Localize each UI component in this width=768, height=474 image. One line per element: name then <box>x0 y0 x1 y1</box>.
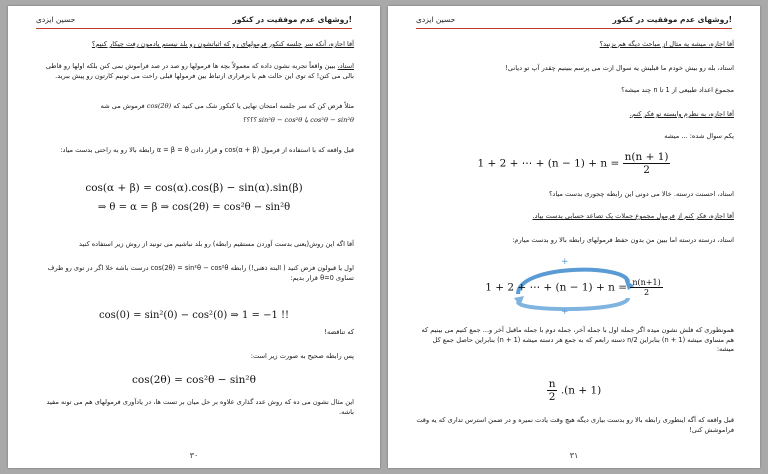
equation-2: 1 + 2 + ⋯ + (n − 1) + n = $\frac{n(n+1)}{2}$ <box>485 278 661 297</box>
header-author: حسین ایزدی <box>416 15 456 24</box>
header-title: روشهای عدم موفقیت در کنکور! <box>612 15 732 24</box>
equation-3: $\frac{n}{2}$ .(n + 1) <box>548 378 602 403</box>
answer-4: استاد، درسته درسته اما ببین من بدون حفظ فرمولهای رابطه بالا رو بدست میارم: <box>512 236 734 244</box>
equation-1: 1 + 2 + ⋯ + (n − 1) + n = $\frac{n(n + 1)}{2}$ <box>477 151 669 176</box>
page-number: ۳۰ <box>189 451 199 460</box>
page-header <box>416 14 732 29</box>
question-2: آقا اگه این روش(یعنی بدست آوردن مستقیم رابطه) رو بلد نباشیم می تونید از روش زیر استفاده کنید <box>79 240 354 248</box>
fraction: $\frac{n(n + 1)}{2}$ <box>624 151 669 176</box>
fraction: $\frac{n}{2}$ <box>548 378 556 403</box>
page-number: ۳۱ <box>569 451 579 460</box>
paragraph-5: همونطوری که فلش نشون میده اگر جمله اول با جمله آخر، جمله دوم با جمله ماقبل آخر و... جمع کنیم می بینیم که هم مساوی میشه (n + 1) بنابراین n/2 دسته رابعم که به جمع هر دسته میشه (n + 1) بنابراین حاصل جمع کل میشه: <box>421 326 734 353</box>
plus-icon: + <box>561 257 569 267</box>
paragraph-6: قبل واقعه که آگه اینطوری رابطه بالا رو بدست بیاری دیگه هیچ وقت یادت نمیره و در ضمن استرس تداری که یه وقت فراموشش کنی! <box>416 416 734 434</box>
page-header <box>36 14 352 29</box>
answer-1-options: cos²θ − sin²θ یا sin²θ − cos²θ ؟؟؟؟ <box>242 116 354 124</box>
question-2: آقا اجازه، به نظرم وابسته تو فکر کنم. <box>629 110 734 118</box>
question-3: آقا اجازه، فکر کنم از فرمول مجموع جملات یک تصاعد حسابی بدست بیاد. <box>532 212 734 220</box>
paragraph-6: این مثال نشون می ده که روش عدد گذاری علاوه بر حل میان بر تست ها، در یادآوری فرمولهای هم می تونه مفید باشه. <box>46 398 354 416</box>
paragraph-4: که تناقضه! <box>324 328 354 336</box>
plus-icon: + <box>561 307 569 314</box>
fraction: $\frac{n(n+1)}{2}$ <box>632 278 661 297</box>
question-1: آقا اجازه، آنکه سر جلسه کنکور فرمولهای رو که اثباتشون رو بلد نیستم یادمون رفت چیکار کنیم؟ <box>91 40 354 48</box>
answer-2: یکم سوال شده: ... میشه <box>664 132 734 140</box>
question-1: آقا اجازه، میشه یه مثال از مباحث دیگه هم بزنید؟ <box>599 40 734 48</box>
header-author: حسین ایزدی <box>36 15 76 24</box>
left-page <box>8 6 380 468</box>
answer-1: استاد، ببین واقعاً تجربه نشون داده که معمولاً بچه ها فرمولها رو صد در صد فراموش نمی کنن بلکه اولها رو قاطی بالی می کنن! که توی این حالت هم با برقراری ارتباط بین فرمولها قبلی راحت می تونیم کارتون رو پیش ببرید. <box>45 62 354 80</box>
equation-3: cos(0) = sin²(0) − cos²(0) ⇒ 1 = −1 !! <box>98 310 290 321</box>
equation-2: ⇒ θ = α = β ⇒ cos(2θ) = cos²θ − sin²θ <box>97 202 291 213</box>
right-page <box>388 6 760 468</box>
answer-3: استاد، احسنت درسته. خالا می دونی این رابطه چجوری بدست میاد؟ <box>548 190 734 198</box>
header-title: روشهای عدم موفقیت در کنکور! <box>232 15 352 24</box>
answer-1: استاد، بله رو بیش خودم ما قبلیش یه سوال ازت می پرسم ببینیم چقدر آپ تو دیانی! <box>505 64 734 72</box>
bottom-arrow <box>518 298 628 309</box>
paragraph-2: قبل واقعه که با استفاده از فرمول cos(α + β) و قرار دادن α = β = θ رابطه بالا رو به راحتی بدست میاد: <box>60 146 354 154</box>
paragraph-5: پس رابطه صحیح به صورت زیر است: <box>250 352 354 360</box>
answer-1b: مجموع اعداد طبیعی از 1 تا n چند میشه؟ <box>621 86 734 94</box>
equation-1: cos(α + β) = cos(α).cos(β) − sin(α).sin(β) <box>85 182 303 194</box>
equation-4: cos(2θ) = cos²θ − sin²θ <box>132 374 256 386</box>
paragraph-3: اول یا قبولون فرض کنید ( البته ذهنی!) رابطه cos(2θ) = sin²θ − cos²θ درست باشه خلا اگر در توی رو طرف تساوی θ=0 قرار بدیم: <box>47 264 354 282</box>
answer-1-more: مثلاً فرض کن که سر جلسه امتحان نهایی یا کنکور شک می کنید که cos(2θ) فرموش می شه <box>100 102 354 110</box>
